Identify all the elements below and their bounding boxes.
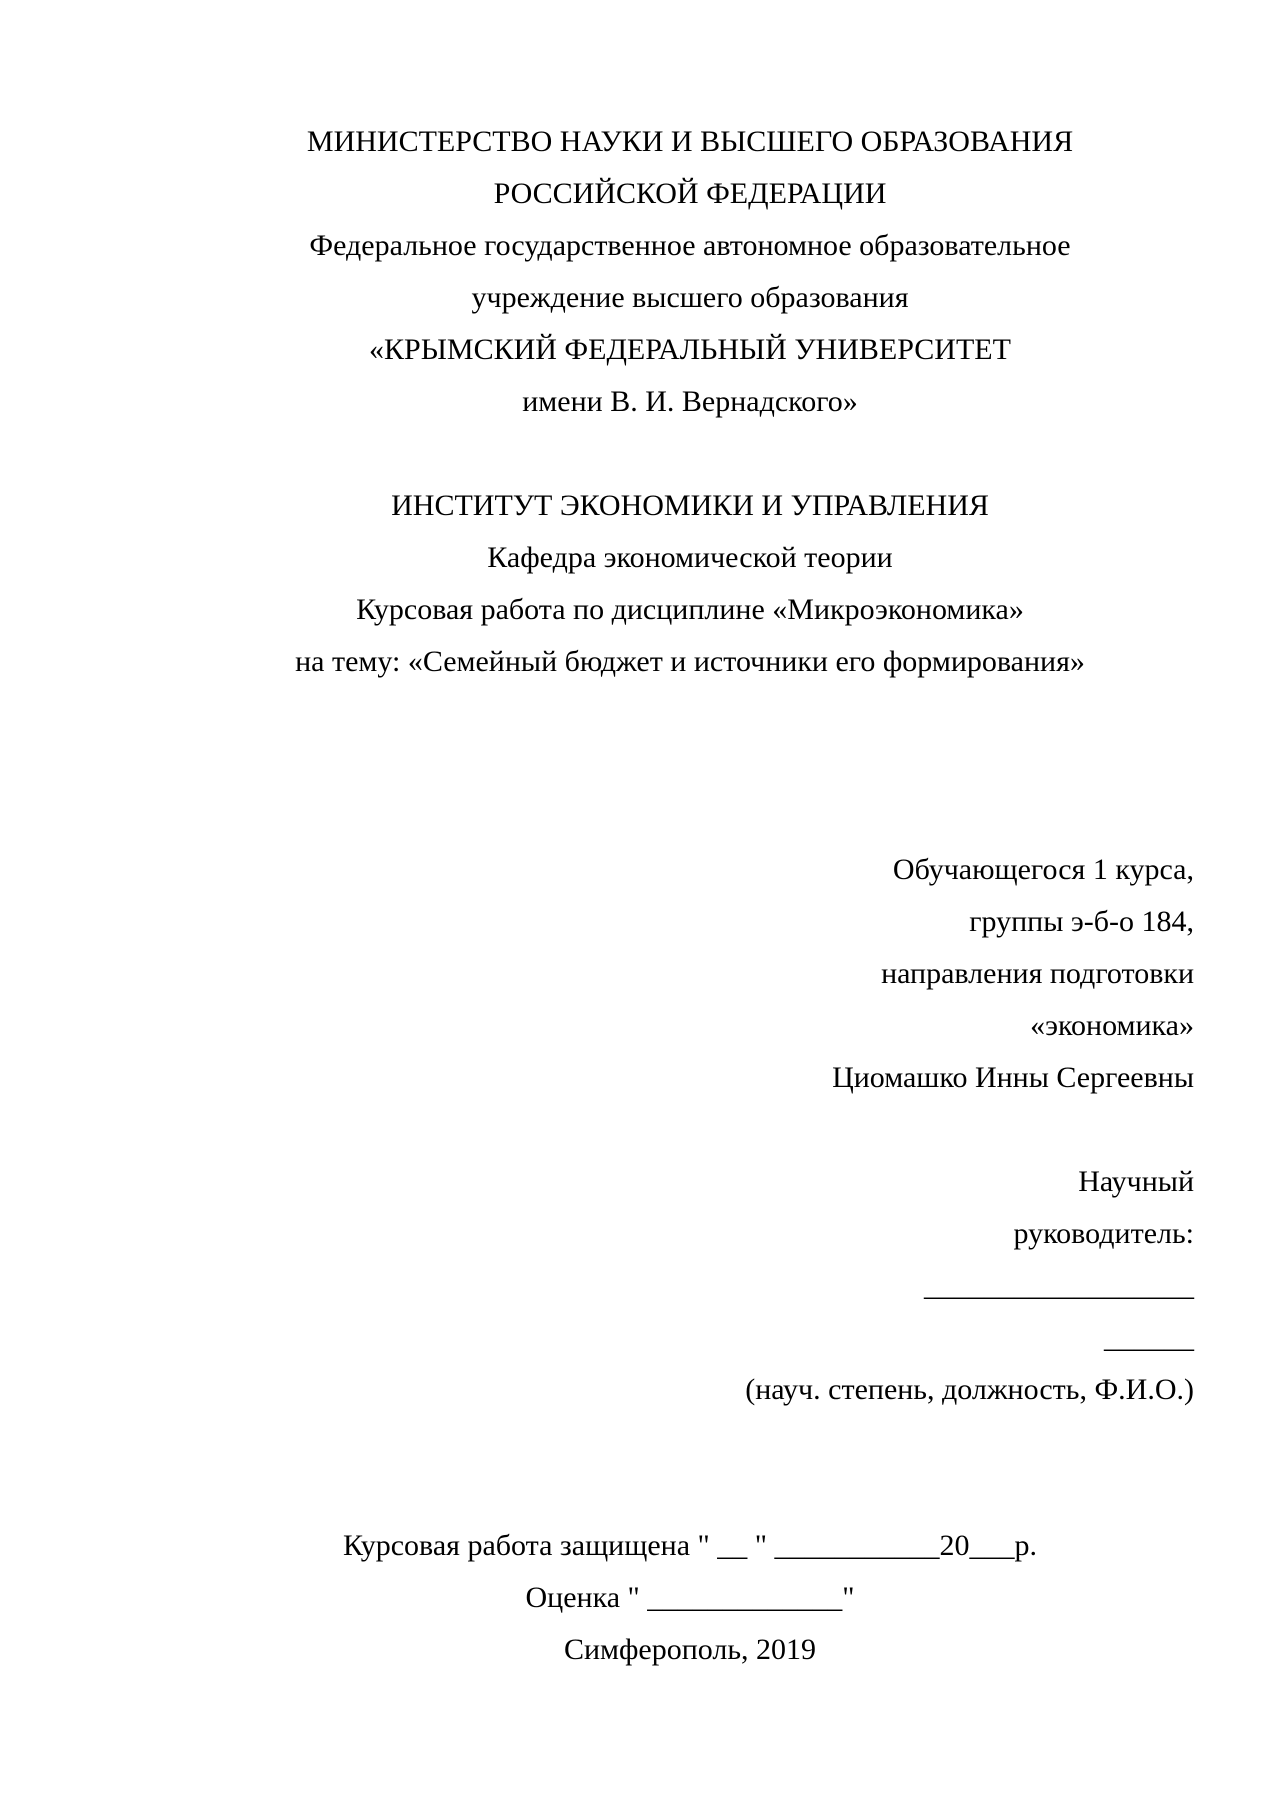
- institution-line-1: Федеральное государственное автономное образовательное: [309, 229, 1071, 262]
- institution-line-2: учреждение высшего образования: [471, 281, 909, 314]
- department-title: Кафедра экономической теории: [487, 541, 893, 574]
- grade-line: Оценка " _____________": [525, 1581, 855, 1614]
- institute-title: ИНСТИТУТ ЭКОНОМИКИ И УПРАВЛЕНИЯ: [391, 489, 989, 522]
- supervisor-hint: (науч. степень, должность, Ф.И.О.): [745, 1373, 1194, 1406]
- student-name: Циомашко Инны Сергеевны: [832, 1061, 1194, 1094]
- student-line-2: группы э-б-о 184,: [969, 905, 1194, 938]
- supervisor-blank-2: ______: [1104, 1321, 1194, 1354]
- defended-line: Курсовая работа защищена " __ " ___________20___р.: [342, 1529, 1038, 1562]
- supervisor-label-1: Научный: [1078, 1165, 1194, 1198]
- ministry-line-2: РОССИЙСКОЙ ФЕДЕРАЦИИ: [493, 177, 887, 210]
- topic-title: на тему: «Семейный бюджет и источники его формирования»: [295, 645, 1085, 678]
- supervisor-label-2: руководитель:: [1013, 1217, 1194, 1250]
- university-line-1: «КРЫМСКИЙ ФЕДЕРАЛЬНЫЙ УНИВЕРСИТЕТ: [369, 333, 1011, 366]
- student-line-3: направления подготовки: [881, 957, 1194, 990]
- supervisor-blank-1: __________________: [924, 1269, 1194, 1302]
- course-work-title: Курсовая работа по дисциплине «Микроэкономика»: [356, 593, 1024, 626]
- university-line-2: имени В. И. Вернадского»: [522, 385, 858, 418]
- city-year-line: Симферополь, 2019: [563, 1633, 817, 1666]
- ministry-line-1: МИНИСТЕРСТВО НАУКИ И ВЫСШЕГО ОБРАЗОВАНИЯ: [306, 125, 1074, 158]
- student-line-4: «экономика»: [1030, 1009, 1194, 1042]
- student-line-1: Обучающегося 1 курса,: [892, 853, 1194, 886]
